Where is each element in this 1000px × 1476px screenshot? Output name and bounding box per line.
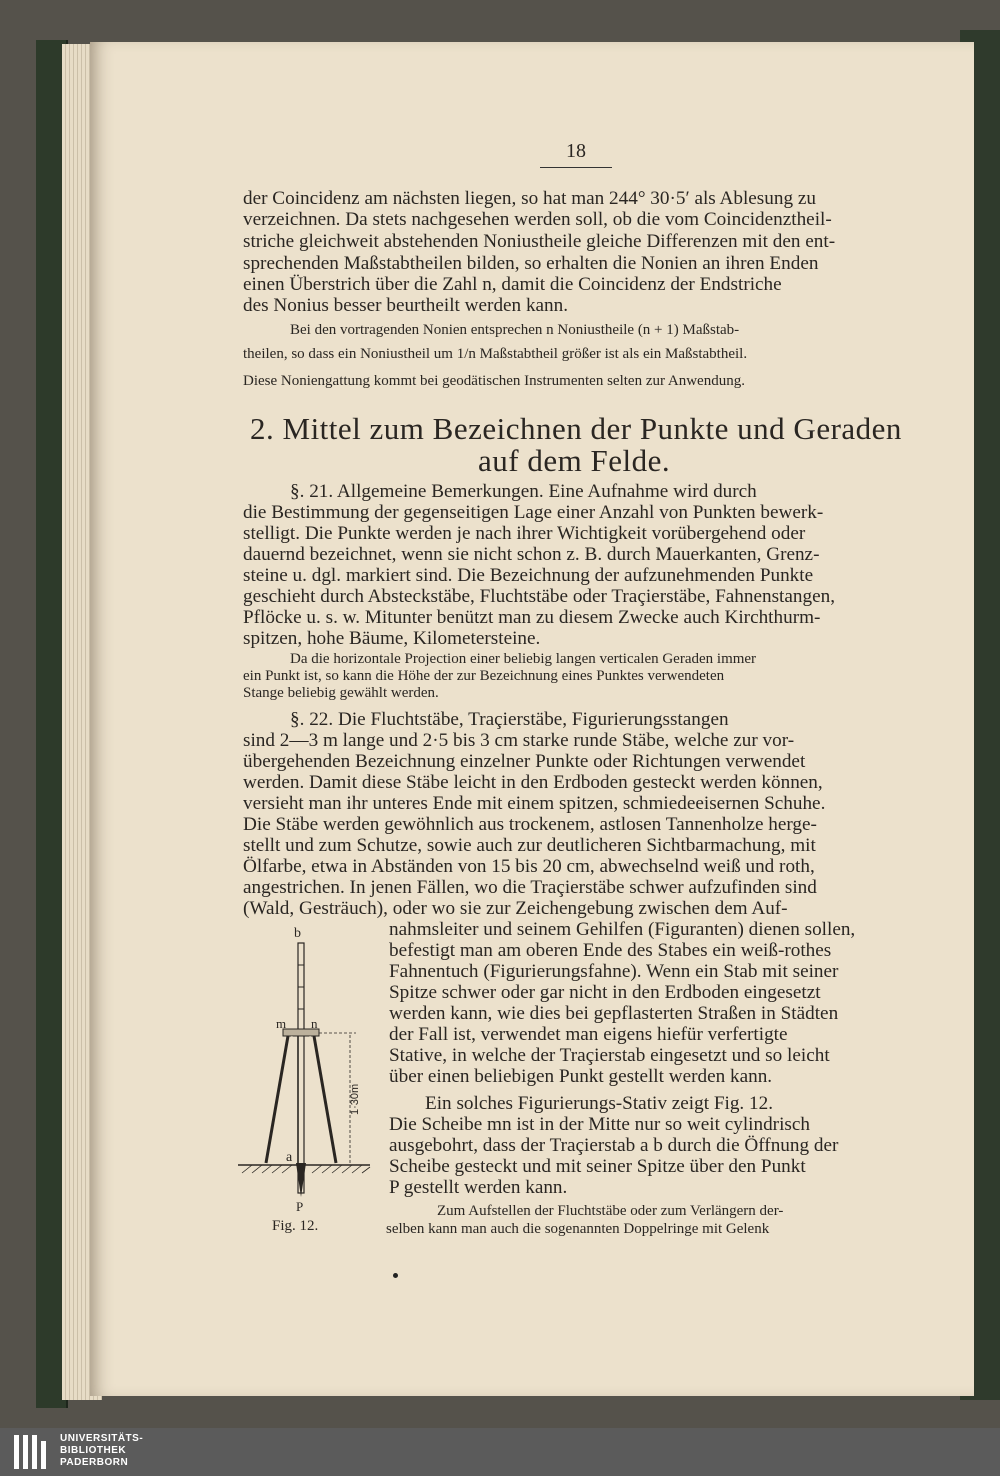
small1-line-3: Diese Noniengattung kommt bei geodätischen Instrumenten selten zur Anwendung.	[243, 373, 745, 389]
para21-line-6: geschieht durch Absteckstäbe, Fluchtstäbe oder Traçierstäbe, Fahnenstangen,	[243, 586, 835, 607]
figure-label-a: a	[286, 1150, 293, 1165]
section-heading-line-2: auf dem Felde.	[478, 443, 671, 478]
para23-line-4: Scheibe gesteckt und mit seiner Spitze über den Punkt	[389, 1156, 806, 1177]
para22b-line-6: der Fall ist, verwendet man eigens hiefür verfertigte	[389, 1024, 788, 1045]
para21-line-3: stelligt. Die Punkte werden je nach ihrer Wichtigkeit vorübergehend oder	[243, 523, 806, 544]
library-logo	[10, 1431, 144, 1473]
para22b-line-5: werden kann, wie dies bei gepflasterten Straßen in Städten	[389, 1003, 839, 1024]
para23-line-5: P gestellt werden kann.	[389, 1177, 568, 1198]
small2-line-1: Da die horizontale Projection einer beliebig langen verticalen Geraden immer	[290, 651, 757, 667]
tripod-stand-figure	[228, 925, 378, 1215]
para22-line-1: §. 22. Die Fluchtstäbe, Traçierstäbe, Figurierungsstangen	[290, 709, 729, 730]
para22-line-5: versieht man ihr unteres Ende mit einem spitzen, schmiedeeisernen Schuhe.	[243, 793, 826, 814]
para22b-line-3: Fahnentuch (Figurierungsfahne). Wenn ein Stab mit seiner	[389, 961, 839, 982]
small3-line-2: selben kann man auch die sogenannten Doppelringe mit Gelenk	[386, 1221, 770, 1237]
para21-line-2: die Bestimmung der gegenseitigen Lage einer Anzahl von Punkten bewerk-	[243, 502, 824, 523]
footer-band	[0, 1428, 1000, 1476]
page-number: 18	[540, 140, 612, 168]
ranging-rod	[298, 943, 304, 1193]
para23-line-3: ausgebohrt, dass der Traçierstab a b durch die Öffnung der	[389, 1135, 839, 1156]
para1-line-5: einen Überstrich über die Zahl n, damit die Coincidenz der Endstriche	[243, 274, 782, 295]
figure-dimension-label: 1·30m	[349, 1083, 361, 1115]
para22b-line-8: über einen beliebigen Punkt gestellt werden kann.	[389, 1066, 773, 1087]
para1-line-2: verzeichnen. Da stets nachgesehen werden soll, ob die vom Coincidenztheil-	[243, 209, 832, 230]
para22-line-2: sind 2—3 m lange und 2·5 bis 3 cm starke runde Stäbe, welche zur vor-	[243, 730, 795, 751]
small2-line-2: ein Punkt ist, so kann die Höhe der zur Bezeichnung eines Punktes verwendeten	[243, 668, 725, 684]
figure-label-m: m	[276, 1016, 287, 1031]
ink-dot	[393, 1273, 398, 1278]
para22-line-4: werden. Damit diese Stäbe leicht in den Erdboden gesteckt werden können,	[243, 772, 823, 793]
para1-line-3: striche gleichweit abstehenden Noniustheile gleiche Differenzen mit den ent-	[243, 231, 836, 252]
para23-line-2: Die Scheibe mn ist in der Mitte nur so weit cylindrisch	[389, 1114, 810, 1135]
para22-line-6: Die Stäbe werden gewöhnlich aus trockenem, astlosen Tannenholze herge-	[243, 814, 817, 835]
section-heading-line-1: 2. Mittel zum Bezeichnen der Punkte und Geraden	[250, 411, 902, 446]
figure-label-n: n	[311, 1016, 318, 1031]
logo-line-3: PADERBORN	[60, 1457, 129, 1468]
para23-line-1: Ein solches Figurierungs-Stativ zeigt Fig. 12.	[425, 1093, 774, 1114]
figure-label-b: b	[294, 926, 301, 941]
small3-line-1: Zum Aufstellen der Fluchtstäbe oder zum Verlängern der-	[437, 1203, 784, 1219]
para21-line-8: spitzen, hohe Bäume, Kilometersteine.	[243, 628, 541, 649]
library-logo-mark	[14, 1435, 50, 1469]
para22-line-8: Ölfarbe, etwa in Abständen von 15 bis 20 cm, abwechselnd weiß und roth,	[243, 856, 815, 877]
logo-line-1: UNIVERSITÄTS-	[60, 1433, 144, 1444]
para22-line-7: stellt und zum Schutze, sowie auch zur deutlicheren Sichtbarmachung, mit	[243, 835, 816, 856]
para21-line-5: steine u. dgl. markiert sind. Die Bezeichnung der aufzunehmenden Punkte	[243, 565, 814, 586]
figure-label-p: P	[296, 1199, 304, 1214]
para22-line-3: übergehenden Bezeichnung einzelner Punkte oder Richtungen verwendet	[243, 751, 806, 772]
para1-line-6: des Nonius besser beurtheilt werden kann.	[243, 295, 569, 316]
small1-line-2: theilen, so dass ein Noniustheil um 1/n Maßstabtheil größer ist als ein Maßstabtheil.	[243, 346, 748, 362]
para22-line-9: angestrichen. In jenen Fällen, wo die Traçierstäbe schwer aufzufinden sind	[243, 877, 817, 898]
para22-line-10: (Wald, Gesträuch), oder wo sie zur Zeichengebung zwischen dem Auf-	[243, 898, 788, 919]
small2-line-3: Stange beliebig gewählt werden.	[243, 685, 439, 701]
para1-line-1: der Coincidenz am nächsten liegen, so hat man 244° 30·5′ als Ablesung zu	[243, 188, 816, 209]
logo-line-2: BIBLIOTHEK	[60, 1445, 127, 1456]
para1-line-4: sprechenden Maßstabtheilen bilden, so erhalten die Nonien an ihren Enden	[243, 253, 819, 274]
para22b-line-2: befestigt man am oberen Ende des Stabes ein weiß-rothes	[389, 940, 832, 961]
para22b-line-1: nahmsleiter und seinem Gehilfen (Figuranten) dienen sollen,	[389, 919, 856, 940]
para21-line-4: dauernd bezeichnet, wenn sie nicht schon z. B. durch Mauerkanten, Grenz-	[243, 544, 820, 565]
para21-line-1: §. 21. Allgemeine Bemerkungen. Eine Aufnahme wird durch	[290, 481, 757, 502]
para22b-line-7: Stative, in welche der Traçierstab eingesetzt und so leicht	[389, 1045, 830, 1066]
para21-line-7: Pflöcke u. s. w. Mitunter benützt man zu diesem Zwecke auch Kirchthurm-	[243, 607, 821, 628]
para22b-line-4: Spitze schwer oder gar nicht in den Erdboden eingesetzt	[389, 982, 821, 1003]
figure-caption: Fig. 12.	[272, 1218, 319, 1234]
small1-line-1: Bei den vortragenden Nonien entsprechen n Noniustheile (n + 1) Maßstab-	[290, 322, 740, 338]
